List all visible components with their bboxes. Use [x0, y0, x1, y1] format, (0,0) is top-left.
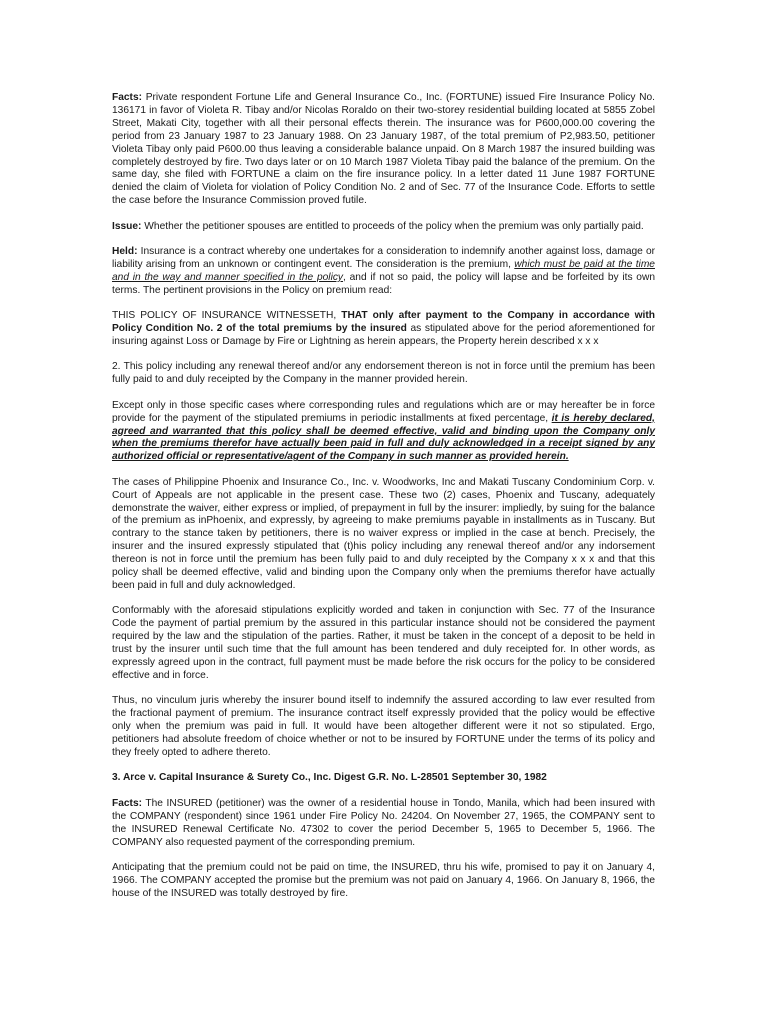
case3-anticipating-paragraph: Anticipating that the premium could not be paid on time, the INSURED, thru his wife, promised to pay it on January 4, 1966. The COMPANY accepted the promise but the premium was not paid on January 4, 1966. On January 8, 1966, the house of the INSURED was totally destroyed by fire.: [112, 861, 655, 899]
document-page: [112, 92, 655, 913]
witness-bold-text: THAT only after payment to the Company in accordance with Policy Condition No. 2 of the total premiums by the insured: [112, 310, 655, 335]
case1-held-paragraph: [112, 246, 655, 298]
except-paragraph: [112, 400, 655, 465]
case3-heading: 3. Arce v. Capital Insurance & Surety Co., Inc. Digest G.R. No. L-28501 September 30, 1982: [112, 772, 547, 784]
policy-witnesseth-paragraph: [112, 310, 655, 349]
witness-text-1: THIS POLICY OF INSURANCE WITNESSETH,: [112, 310, 337, 322]
witness-text-2: as stipulated above for the period aforementioned for insuring against Loss or Damage by Fire or Lightning as herein appears, the Property herein described x x x: [112, 323, 655, 347]
issue-label: Issue:: [112, 220, 142, 232]
held-text-1: Insurance is a contract whereby one undertakes for a consideration to indemnify another against loss, damage or liability arising from an unknown or contingent event. The consideration is the premium,: [112, 246, 655, 270]
vinculum-juris-paragraph: Thus, no vinculum juris whereby the insurer bound itself to indemnify the assured according to law ever resulted from the fractional payment of premium. The insurance contract itself expressly provided that the policy would be effective only when the premium was paid in full. It would have been altogether different were it not so stipulated. Ergo, petitioners had absolute freedom of choice whether or not to be insured by FORTUNE under the terms of its policy and they freely opted to adhere thereto.: [112, 695, 655, 758]
case3-facts-text: The INSURED (petitioner) was the owner of a residential house in Tondo, Manila, which had been insured with the COMPANY (respondent) since 1961 under Fire Policy No. 24204. On November 27, 1965, the COMPANY sent to the INSURED Renewal Certificate No. 47302 to cover the period December 5, 1965 to December 5, 1966. The COMPANY also requested payment of the corresponding premium.: [112, 797, 655, 848]
phoenix-tuscany-paragraph: The cases of Philippine Phoenix and Insurance Co., Inc. v. Woodworks, Inc and Makati Tuscany Condominium Corp. v. Court of Appeals are not applicable in the present case. These two (2) cases, Phoenix and Tuscany, adequately demonstrate the waiver, either express or implied, of prepayment in full by the insurer: impliedly, by suing for the balance of the premium as inPhoenix, and expressly, by agreeing to make premiums payable in installments as in Tuscany. But contrary to the stance taken by petitioners, there is no waiver express or implied in the case at bench. Precisely, the insurer and the insured expressly stipulated that (t)his policy including any renewal thereof and/or any indorsement thereon is not in force until the premium has been fully paid to and duly receipted by the Company x x x and that this policy shall be deemed effective, valid and binding upon the Company only when the premiums therefor have actually been paid in full and duly acknowledged.: [112, 476, 655, 591]
except-text: Except only in those specific cases where corresponding rules and regulations which are or may hereafter be in force provide for the payment of the stipulated premiums in periodic installments at fixed percentage,: [112, 399, 655, 424]
case1-issue-paragraph: [112, 221, 655, 234]
held-label: Held:: [112, 246, 138, 258]
held-text-2: , and if not so paid, the policy will lapse and be forfeited by its own terms. The pertinent provisions in the Policy on premium read:: [112, 271, 655, 296]
issue-text: Whether the petitioner spouses are entitled to proceeds of the policy when the premium was only partially paid.: [144, 220, 644, 232]
except-bold-underlined-text: it is hereby declared, agreed and warranted that this policy shall be deemed effective, valid and binding upon the Company only when the premiums therefor have actually been paid in full and duly acknowledged in a receipt signed by any authorized official or representative/agent of the Company in such manner as provided herein.: [112, 412, 655, 463]
facts-label: Facts:: [112, 92, 143, 103]
case3-facts-label: Facts:: [112, 797, 143, 809]
facts-text: Private respondent Fortune Life and General Insurance Co., Inc. (FORTUNE) issued Fire Insurance Policy No. 136171 in favor of Violeta R. Tibay and/or Nicolas Roraldo on their two-storey residential building located at 5855 Zobel Street, Makati City, together with all their personal effects therein. The insurance was for P600,000.00 covering the period from 23 January 1987 to 23 January 1988. On 23 January 1987, of the total premium of P2,983.50, petitioner Violeta Tibay only paid P600.00 thus leaving a considerable balance unpaid. On 8 March 1987 the insured building was completely destroyed by fire. Two days later or on 10 March 1987 Violeta Tibay paid the balance of the premium. On the same day, she filed with FORTUNE a claim on the fire insurance policy. In a letter dated 11 June 1987 FORTUNE denied the claim of Violeta for violation of Policy Condition No. 2 and of Sec. 77 of the Insurance Code. Efforts to settle the case before the Insurance Commission proved futile.: [112, 92, 655, 207]
policy-condition-2-paragraph: 2. This policy including any renewal thereof and/or any endorsement thereon is not in force until the premium has been fully paid to and duly receipted by the Company in the manner provided herein.: [112, 361, 655, 386]
case1-facts-paragraph: [112, 92, 655, 208]
case3-facts-paragraph: [112, 798, 655, 850]
held-underlined-text: which must be paid at the time and in the way and manner specified in the policy: [112, 258, 655, 283]
conformably-paragraph: Conformably with the aforesaid stipulations explicitly worded and taken in conjunction with Sec. 77 of the Insurance Code the payment of partial premium by the assured in this particular instance should not be considered the payment required by the law and the stipulation of the parties. Rather, it must be taken in the concept of a deposit to be held in trust by the insurer until such time that the full amount has been tendered and duly receipted for. In other words, as expressly agreed upon in the contract, full payment must be made before the risk occurs for the policy to be considered effective and in force.: [112, 605, 655, 681]
